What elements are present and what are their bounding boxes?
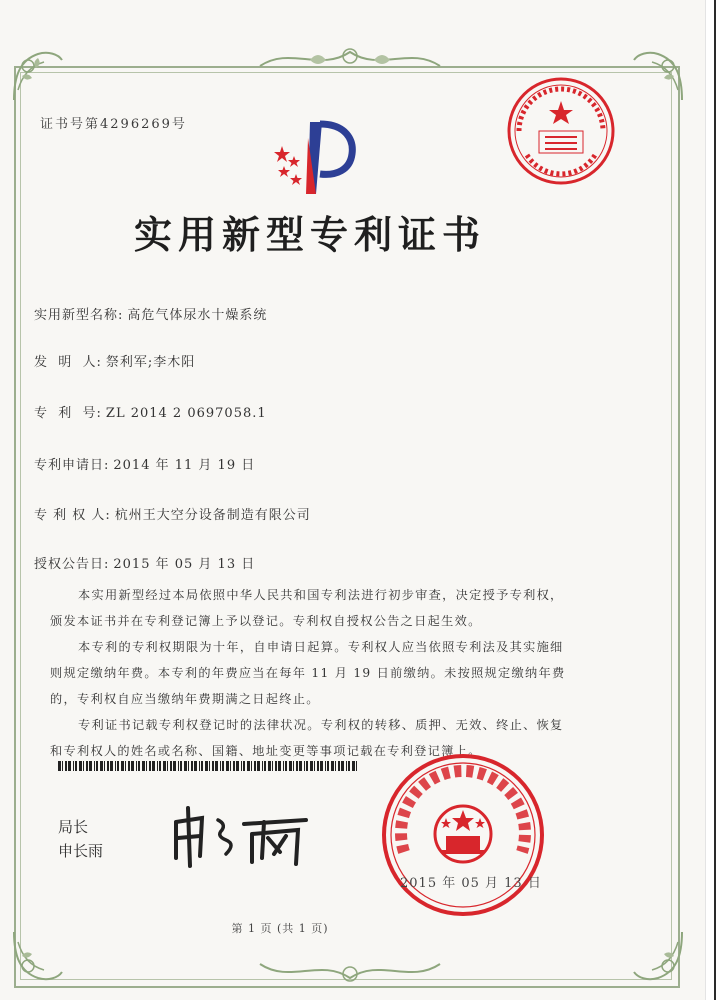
field-label: 专 利 号: [34,406,102,421]
field-patent-number [34,402,267,421]
certificate-number: 证书号第4296269号 [40,117,187,132]
scan-edge-stripe [714,0,716,1000]
field-value: 2014 年 11 月 19 日 [113,458,256,473]
certificate-body [50,582,570,764]
field-label: 专 利 权 人: [34,508,111,523]
body-paragraph: 本实用新型经过本局依照中华人民共和国专利法进行初步审查，决定授予专利权，颁发本证书并在专利登记簿上予以登记。专利权自授权公告之日起生效。 [50,588,564,628]
field-value: 2015 年 05 月 13 日 [113,557,256,572]
page-number: 第 1 页 (共 1 页) [231,922,329,935]
issue-date: 2015 年 05 月 13 日 [400,876,542,891]
field-label: 授权公告日: [34,557,110,572]
field-application-date [34,454,255,473]
field-value: ZL 2014 2 0697058.1 [105,406,267,421]
corner-ornament-icon [628,926,688,986]
field-value: 祭利军;李木阳 [105,355,196,370]
scroll-ornament-icon [250,42,450,76]
director-name: 申长雨 [58,842,104,860]
field-label: 实用新型名称: [34,308,124,323]
field-label: 发 明 人: [34,355,102,370]
director-title: 局长 [58,818,89,836]
director-block [58,815,103,863]
scroll-ornament-icon [250,954,450,988]
field-grant-date [34,553,255,572]
corner-ornament-icon [628,46,688,106]
barcode-icon [58,761,358,771]
field-label: 专利申请日: [34,458,110,473]
patent-office-logo-icon [262,118,362,198]
field-value: 杭州王大空分设备制造有限公司 [114,508,311,523]
scan-edge [705,0,726,1000]
corner-ornament-icon [8,46,68,106]
certificate-title: 实用新型专利证书 [133,212,486,257]
field-utility-model-name [34,304,267,323]
agency-seal-icon [505,75,617,187]
director-signature-icon [168,800,318,870]
field-inventor [34,351,195,370]
field-value: 高危气体尿水十燥系统 [127,308,268,323]
body-paragraph: 本专利的专利权期限为十年，自申请日起算。专利权人应当依照专利法及其实施细则规定缴纳年费。本专利的年费应当在每年 11 月 19 日前缴纳。未按照规定缴纳年费的，专利权自应当缴纳年费期满之日起终止。 [50,640,566,706]
field-patentee [34,504,311,523]
official-seal-icon [380,752,546,918]
body-paragraph: 专利证书记载专利权登记时的法律状况。专利权的转移、质押、无效、终止、恢复和专利权人的姓名或名称、国籍、地址变更等事项记载在专利登记簿上。 [50,718,564,758]
